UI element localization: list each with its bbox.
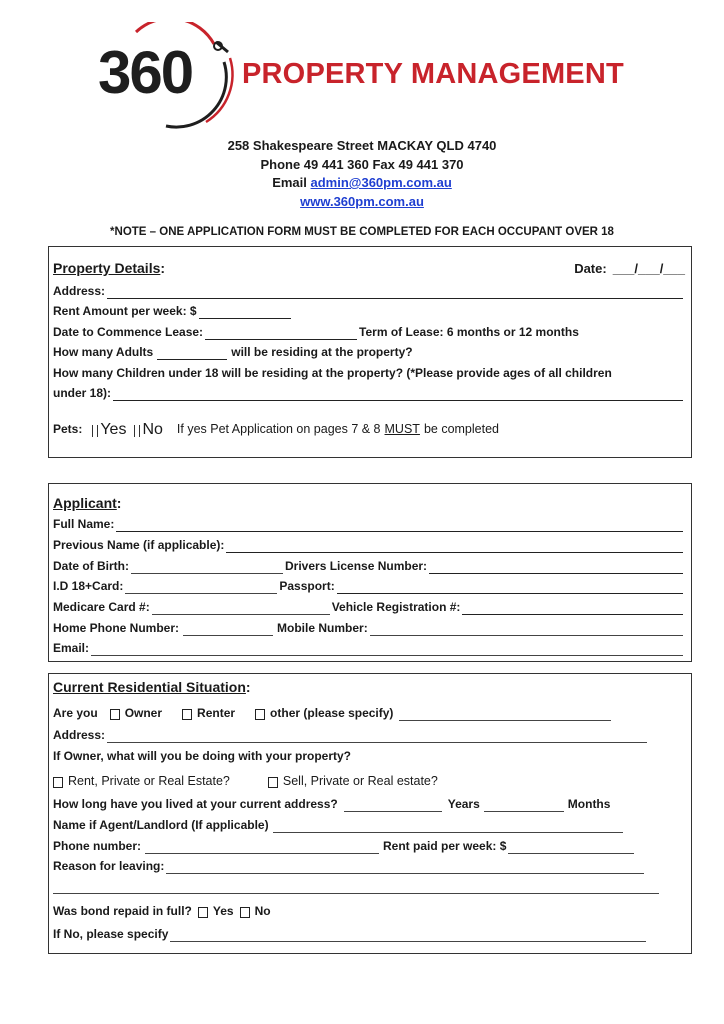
term-label: Term of Lease: 6 months or 12 months bbox=[359, 325, 579, 339]
adults-label: How many Adults bbox=[53, 345, 154, 359]
company-email-line bbox=[0, 174, 724, 193]
rent-paid-field[interactable] bbox=[508, 841, 634, 854]
years-label: Years bbox=[447, 797, 480, 811]
full-name-field[interactable] bbox=[116, 519, 683, 532]
full-name-label: Full Name: bbox=[53, 517, 115, 531]
email-field-label: Email: bbox=[53, 641, 90, 655]
id-card-field[interactable] bbox=[125, 581, 277, 594]
company-logo bbox=[96, 22, 656, 134]
applicant-section: Applicant : Full Name: Previous Name (if applicable): Date of Birth: Drivers License Number: I.D 18+Card: Passport: Medicare Card #: Vehicle Registration #: Home Phone Number: Mobile Number: Email: bbox=[48, 483, 692, 662]
agent-field[interactable] bbox=[273, 820, 623, 833]
pets-note-pre: If yes Pet Application on pages 7 & 8 bbox=[176, 422, 381, 436]
res-phone-field[interactable] bbox=[145, 841, 379, 854]
pets-no-checkbox[interactable] bbox=[134, 425, 135, 437]
previous-name-label: Previous Name (if applicable): bbox=[53, 538, 225, 552]
company-phone: Phone 49 441 360 Fax 49 441 370 bbox=[260, 156, 464, 172]
years-field[interactable] bbox=[344, 799, 442, 812]
res-address-field[interactable] bbox=[107, 730, 647, 743]
children-label: How many Children under 18 will be residing at the property? (*Please provide ages of all children bbox=[53, 366, 612, 380]
under18-label: under 18): bbox=[53, 386, 112, 400]
license-label: Drivers License Number: bbox=[285, 559, 428, 573]
bond-yes-label: Yes bbox=[212, 904, 234, 918]
rent-amount-label: Rent Amount per week: $ bbox=[53, 304, 197, 318]
owner-label: Owner bbox=[124, 706, 163, 720]
address-label: Address: bbox=[53, 284, 106, 298]
dob-label: Date of Birth: bbox=[53, 559, 129, 573]
agent-label: Name if Agent/Landlord (If applicable) bbox=[53, 818, 269, 832]
email-link[interactable]: admin@360pm.com.au bbox=[310, 175, 452, 190]
rent-amount-field[interactable] bbox=[199, 306, 291, 319]
home-phone-field[interactable] bbox=[183, 623, 273, 636]
owner-question: If Owner, what will you be doing with your property? bbox=[53, 749, 352, 763]
sell-option-label: Sell, Private or Real estate? bbox=[282, 774, 438, 788]
res-address-label: Address: bbox=[53, 728, 106, 742]
vehicle-field[interactable] bbox=[462, 602, 683, 615]
pets-note-post: be completed bbox=[423, 422, 499, 436]
pets-note-must: MUST bbox=[384, 422, 420, 436]
bond-label: Was bond repaid in full? bbox=[53, 904, 192, 918]
rent-option-label: Rent, Private or Real Estate? bbox=[68, 774, 230, 788]
residential-section: Current Residential Situation : Are you Owner Renter other (please specify) Address: If Owner, what will you be doing with your property? Rent, Private or Real Estate? Sell, Private or Real estate? How long have you lived at your current address? Years Months Name if Agent/Landlord (If applicable) Phone number: Rent paid per week: $ Reason for leaving: Was bond repaid in full? Yes No If No, please specify bbox=[48, 673, 692, 954]
website-link[interactable]: www.360pm.com.au bbox=[300, 193, 424, 209]
mobile-field[interactable] bbox=[370, 623, 683, 636]
owner-checkbox[interactable] bbox=[110, 709, 120, 720]
previous-name-field[interactable] bbox=[226, 540, 683, 553]
children-ages-field[interactable] bbox=[113, 388, 683, 401]
reason-label: Reason for leaving: bbox=[53, 859, 165, 873]
vehicle-label: Vehicle Registration #: bbox=[331, 600, 461, 614]
rent-option-checkbox[interactable] bbox=[53, 777, 63, 788]
rent-paid-label: Rent paid per week: $ bbox=[383, 839, 507, 853]
res-phone-label: Phone number: bbox=[53, 839, 142, 853]
dob-field[interactable] bbox=[131, 561, 283, 574]
passport-label: Passport: bbox=[279, 579, 335, 593]
how-long-label: How long have you lived at your current address? bbox=[53, 797, 338, 811]
if-no-field[interactable] bbox=[170, 929, 646, 942]
bond-no-checkbox[interactable] bbox=[240, 907, 250, 918]
residential-title: Current Residential Situation bbox=[53, 679, 246, 695]
passport-field[interactable] bbox=[337, 581, 683, 594]
pets-yes-checkbox[interactable] bbox=[92, 425, 93, 437]
pets-no-label: No bbox=[142, 421, 163, 438]
reason-field[interactable] bbox=[166, 861, 644, 874]
logo-title: PROPERTY MANAGEMENT bbox=[242, 58, 624, 90]
applicant-title: Applicant bbox=[53, 495, 117, 511]
medicare-label: Medicare Card #: bbox=[53, 600, 150, 614]
occupant-note: *NOTE – ONE APPLICATION FORM MUST BE COMPLETED FOR EACH OCCUPANT OVER 18 bbox=[110, 226, 614, 238]
license-field[interactable] bbox=[429, 561, 683, 574]
date-label: Date: bbox=[574, 261, 607, 276]
medicare-field[interactable] bbox=[152, 602, 330, 615]
contact-block bbox=[0, 137, 724, 211]
other-label: other (please specify) bbox=[270, 706, 394, 720]
renter-label: Renter bbox=[197, 706, 236, 720]
commence-label: Date to Commence Lease: bbox=[53, 325, 204, 339]
date-field[interactable]: ___/___/___ bbox=[612, 261, 685, 276]
months-field[interactable] bbox=[484, 799, 564, 812]
pets-yes-label: Yes bbox=[100, 421, 127, 438]
bond-yes-checkbox[interactable] bbox=[198, 907, 208, 918]
company-address: 258 Shakespeare Street MACKAY QLD 4740 bbox=[227, 138, 497, 153]
pets-label: Pets: bbox=[53, 422, 83, 436]
property-details-section: Property Details : Date: ___/___/___ Address: Rent Amount per week: $ Date to Commence Lease: Term of Lease: 6 months or 12 months How many Adults will be residing at the property? How many Children under 18 will be residing at the property? (*Please provide ages of all children under 18): Pets: Yes No If yes Pet Application on pages 7 & 8 MUST be completed bbox=[48, 246, 692, 458]
other-specify-field[interactable] bbox=[399, 708, 611, 721]
are-you-label: Are you bbox=[53, 706, 98, 720]
property-address-field[interactable] bbox=[107, 286, 683, 299]
renter-checkbox[interactable] bbox=[182, 709, 192, 720]
id-card-label: I.D 18+Card: bbox=[53, 579, 124, 593]
logo-number: 360 bbox=[98, 39, 193, 106]
property-details-title: Property Details bbox=[53, 260, 161, 276]
if-no-label: If No, please specify bbox=[53, 927, 169, 941]
adults-tail: will be residing at the property? bbox=[231, 345, 413, 359]
mobile-label: Mobile Number: bbox=[277, 621, 368, 635]
commence-date-field[interactable] bbox=[205, 327, 357, 340]
adults-field[interactable] bbox=[157, 347, 227, 360]
months-label: Months bbox=[567, 797, 611, 811]
reason-field-2[interactable] bbox=[53, 881, 659, 894]
other-checkbox[interactable] bbox=[255, 709, 265, 720]
sell-option-checkbox[interactable] bbox=[268, 777, 278, 788]
email-label: Email bbox=[272, 175, 307, 190]
bond-no-label: No bbox=[254, 904, 271, 918]
home-phone-label: Home Phone Number: bbox=[53, 621, 180, 635]
applicant-email-field[interactable] bbox=[91, 643, 683, 656]
